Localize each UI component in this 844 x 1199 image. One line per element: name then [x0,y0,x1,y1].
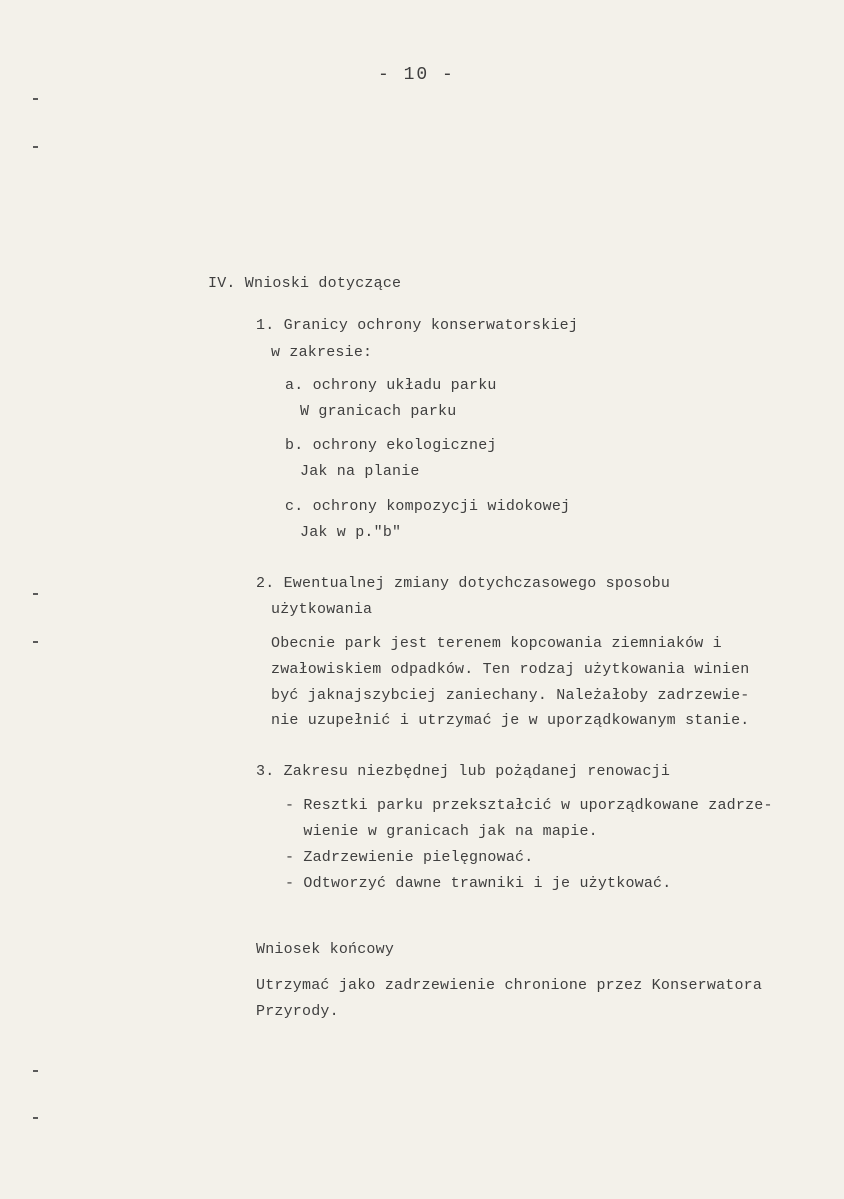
item-3-bullet-1-cont: wienie w granicach jak na mapie. [285,823,598,840]
subitem-c-line-1: c. ochrony kompozycji widokowej [285,498,571,515]
item-3-bullet-2: - Zadrzewienie pielęgnować. [285,849,534,866]
conclusion-line-2: Przyrody. [256,1003,339,1020]
item-2-title-line-1: 2. Ewentualnej zmiany dotychczasowego sposobu [256,575,671,592]
item-2-body-line-3: być jaknajszybciej zaniechany. Należałoby zadrzewie- [271,687,750,704]
subitem-c-line-2: Jak w p."b" [300,524,402,541]
subitem-b-line-1: b. ochrony ekologicznej [285,437,497,454]
margin-mark [33,98,38,100]
item-3-title: 3. Zakresu niezbędnej lub pożądanej renowacji [256,763,671,780]
item-3-bullet-1: - Resztki parku przekształcić w uporządkowane zadrze- [285,797,773,814]
item-3-bullet-3: - Odtworzyć dawne trawniki i je użytkować. [285,875,672,892]
item-2-body-line-1: Obecnie park jest terenem kopcowania ziemniaków i [271,635,722,652]
section-heading: IV. Wnioski dotyczące [208,275,402,292]
margin-mark [33,1070,38,1072]
margin-mark [33,1117,38,1119]
item-2-title-line-2: użytkowania [271,601,373,618]
subitem-a-line-1: a. ochrony układu parku [285,377,497,394]
subitem-b-line-2: Jak na planie [300,463,420,480]
conclusion-heading: Wniosek końcowy [256,941,395,958]
margin-mark [33,593,38,595]
item-2-body-line-2: zwałowiskiem odpadków. Ten rodzaj użytkowania winien [271,661,750,678]
page-number: - 10 - [378,65,455,85]
item-1-title-line-1: 1. Granicy ochrony konserwatorskiej [256,317,579,334]
margin-mark [33,146,38,148]
margin-mark [33,641,38,643]
subitem-a-line-2: W granicach parku [300,403,457,420]
item-1-title-line-2: w zakresie: [271,344,373,361]
conclusion-line-1: Utrzymać jako zadrzewienie chronione przez Konserwatora [256,977,763,994]
item-2-body-line-4: nie uzupełnić i utrzymać je w uporządkowanym stanie. [271,712,750,729]
